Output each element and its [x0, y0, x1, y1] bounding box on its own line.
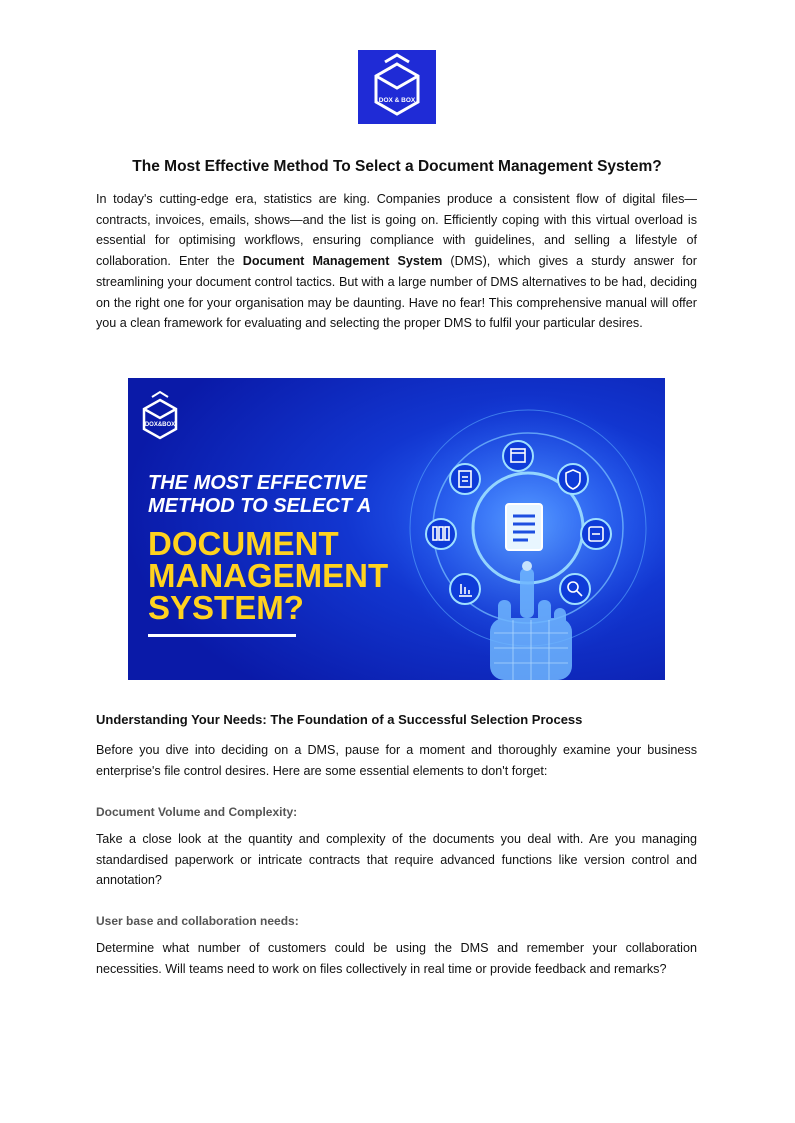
hero-banner	[128, 378, 665, 680]
banner-underline	[148, 634, 296, 637]
paragraph-collaboration: Determine what number of customers could be using the DMS and remember your collaboration necessities. Will teams need to work on files collectively in real time or provide feedback and remarks?	[96, 941, 697, 976]
books-icon	[426, 519, 456, 549]
subheading-volume: Document Volume and Complexity:	[96, 805, 298, 819]
banner-line-4: MANAGEMENT	[148, 557, 389, 594]
box-logo-icon	[358, 50, 436, 124]
banner-line-3: DOCUMENT	[148, 525, 339, 562]
section-paragraph-needs: Before you dive into deciding on a DMS, pause for a moment and thoroughly examine your business enterprise's file control desires. Here are some essential elements to don't forget:	[96, 743, 697, 778]
brand-logo	[358, 50, 436, 124]
calendar-icon	[503, 441, 533, 471]
banner-line-1b: MOST EFFECTIVE	[193, 472, 367, 494]
intro-paragraph	[96, 189, 697, 334]
document-icon	[506, 504, 542, 550]
page-title: The Most Effective Method To Select a Document Management System?	[132, 158, 662, 175]
clipboard-icon	[450, 464, 480, 494]
banner-logo-text: DOX&BOX	[144, 422, 176, 428]
intro-text-end: (DMS), which gives a sturdy answer for streamlining your document control tactics. But with a large number of DMS alternatives to be had, deciding on the right one for your organisation may be daunting. Have no fear! This comprehensive manual will offer you a clean framework for evaluating and selecting the proper DMS to fulfil your particular desires.	[96, 254, 697, 331]
paragraph-volume: Take a close look at the quantity and complexity of the documents you deal with. Are you managing standardised paperwork or intricate contracts that require advanced functions like version control and annotation?	[96, 832, 697, 888]
banner-line-2a: METHOD	[148, 495, 235, 517]
section-heading-needs: Understanding Your Needs: The Foundation of a Successful Selection Process	[96, 712, 583, 727]
intro-text-start: In today's cutting-edge era, statistics are king. Companies produce a consistent flow of digital files—contracts, invoices, emails, shows—and the list is going on. Efficiently coping with this virtual overload is essential for optimising workflows, ensuring compliance with guidelines, and selling a lifestyle of collaboration. Enter the	[96, 192, 697, 269]
logo-text: DOX & BOX	[378, 97, 416, 104]
subheading-collaboration: User base and collaboration needs:	[96, 914, 299, 928]
banner-line-5: SYSTEM?	[148, 589, 304, 626]
banner-line-2	[148, 495, 371, 517]
banner-line-1a: THE	[148, 472, 194, 494]
magnifier-icon	[560, 574, 590, 604]
dms-bold-term: Document Management System	[242, 254, 443, 269]
banner-line-2b: TO SELECT A	[234, 495, 372, 517]
banner-line-1	[148, 472, 368, 494]
